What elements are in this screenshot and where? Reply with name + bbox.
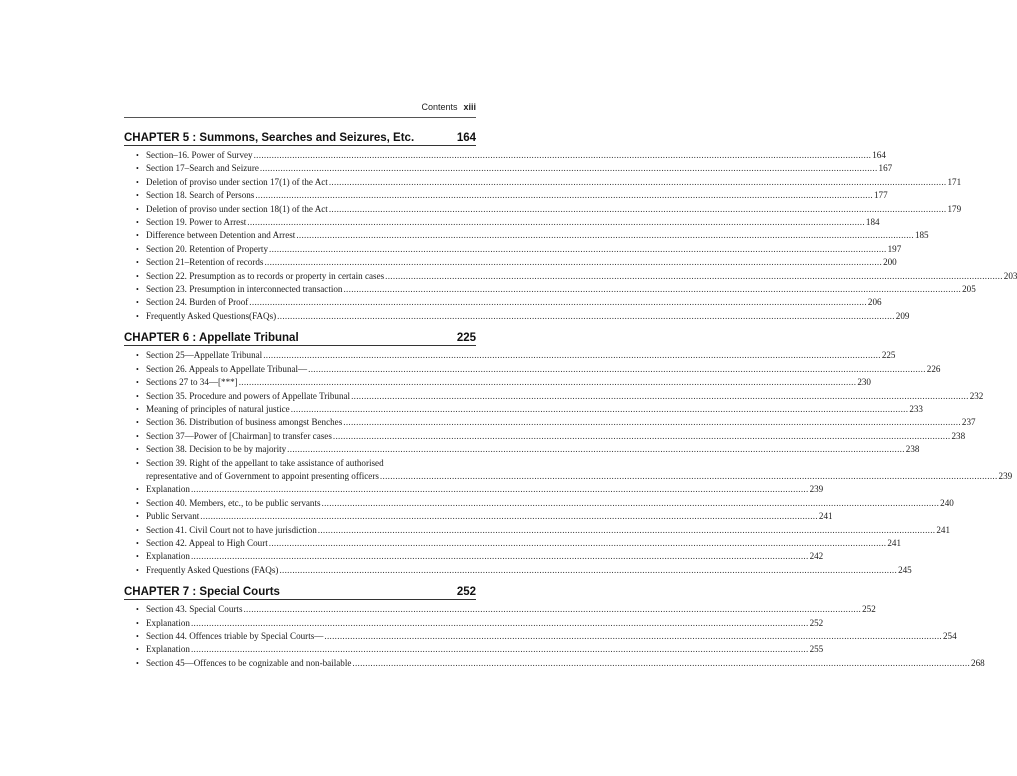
entry-page-number: 226 bbox=[926, 363, 941, 374]
bullet-icon: • bbox=[136, 418, 139, 428]
toc-entry bbox=[124, 296, 882, 309]
toc-entry bbox=[124, 483, 824, 496]
chapter-page-number: 225 bbox=[456, 332, 476, 345]
leader-dots bbox=[200, 510, 818, 523]
bullet-icon: • bbox=[136, 258, 139, 268]
header-section: Contents bbox=[421, 102, 458, 112]
leader-dots bbox=[269, 537, 887, 550]
toc-entry bbox=[124, 149, 886, 162]
chapter-entry-list bbox=[124, 603, 985, 670]
bullet-icon: • bbox=[136, 364, 139, 374]
toc-entry bbox=[124, 349, 896, 362]
entry-page-number: 200 bbox=[883, 257, 897, 268]
leader-dots bbox=[324, 630, 942, 643]
toc-entry bbox=[124, 657, 985, 670]
bullet-icon: • bbox=[136, 618, 139, 628]
entry-title: Section 39. Right of the appellant to take assistance of authorised bbox=[146, 457, 384, 468]
chapter-page-number: 252 bbox=[456, 586, 476, 599]
entry-title: Section 42. Appeal to High Court bbox=[146, 537, 268, 548]
bullet-icon: • bbox=[136, 285, 139, 295]
bullet-icon: • bbox=[136, 351, 139, 361]
toc-entry bbox=[124, 617, 824, 630]
entry-page-number: 205 bbox=[962, 284, 976, 295]
entry-page-number: 184 bbox=[865, 217, 880, 228]
chapter-title: CHAPTER 7 : Special Courts bbox=[124, 586, 280, 599]
toc-entry bbox=[124, 537, 902, 550]
entry-page-number: 255 bbox=[809, 644, 824, 655]
entry-page-number: 238 bbox=[905, 444, 920, 455]
leader-dots bbox=[291, 403, 909, 416]
entry-title: Difference between Detention and Arrest bbox=[146, 230, 296, 241]
chapter-title: CHAPTER 6 : Appellate Tribunal bbox=[124, 332, 299, 345]
chapter-title: CHAPTER 5 : Summons, Searches and Seizures, Etc. bbox=[124, 132, 415, 144]
toc-entry bbox=[124, 564, 912, 577]
entry-page-number: 242 bbox=[809, 551, 824, 562]
toc-entry bbox=[124, 416, 976, 429]
entry-page-number: 245 bbox=[898, 564, 912, 575]
leader-dots bbox=[296, 229, 914, 242]
bullet-icon: • bbox=[136, 632, 139, 641]
entry-title: Frequently Asked Questions (FAQs) bbox=[146, 564, 279, 575]
entry-page-number: 239 bbox=[809, 484, 824, 495]
leader-dots bbox=[308, 363, 926, 376]
entry-page-number: 171 bbox=[947, 176, 962, 187]
toc-entry bbox=[124, 443, 920, 456]
bullet-icon: • bbox=[136, 645, 139, 655]
entry-title: Section 22. Presumption as to records or property in certain cases bbox=[146, 270, 385, 281]
leader-dots bbox=[264, 256, 882, 269]
toc-entry bbox=[124, 430, 966, 443]
entry-title: Section 37—Power of [Chairman] to transfer cases bbox=[146, 430, 332, 441]
leader-dots bbox=[191, 550, 809, 563]
leader-dots bbox=[329, 176, 947, 189]
leader-dots bbox=[247, 216, 865, 229]
bullet-icon: • bbox=[136, 218, 139, 228]
leader-dots bbox=[249, 296, 867, 309]
toc-entry bbox=[124, 283, 976, 296]
entry-page-number: 233 bbox=[909, 403, 923, 414]
leader-dots bbox=[255, 189, 873, 202]
entry-page-number: 197 bbox=[887, 243, 902, 254]
bullet-icon: • bbox=[136, 378, 139, 388]
bullet-icon: • bbox=[136, 485, 139, 495]
entry-page-number: 203 bbox=[1003, 270, 1017, 281]
bullet-icon: • bbox=[136, 525, 139, 535]
chapter-page-number: 164 bbox=[456, 132, 476, 144]
leader-dots bbox=[191, 483, 809, 496]
entry-page-number: 206 bbox=[867, 297, 882, 308]
entry-title: Section–16. Power of Survey bbox=[146, 150, 253, 160]
bullet-icon: • bbox=[136, 498, 139, 508]
entry-title: Section 19. Power to Arrest bbox=[146, 217, 247, 228]
toc-entry bbox=[124, 524, 951, 537]
chapter-heading bbox=[124, 327, 476, 346]
toc-entry bbox=[124, 189, 888, 202]
toc-entry bbox=[124, 229, 929, 242]
bullet-icon: • bbox=[136, 244, 139, 254]
entry-title: Section 41. Civil Court not to have jurisdiction bbox=[146, 524, 317, 535]
entry-title: Section 18. Search of Persons bbox=[146, 190, 255, 201]
entry-title: Explanation bbox=[146, 551, 190, 562]
entry-page-number: 209 bbox=[895, 310, 910, 321]
toc-entry bbox=[124, 162, 893, 175]
entry-title: Section 21–Retention of records bbox=[146, 257, 264, 268]
leader-dots bbox=[243, 603, 861, 616]
leader-dots bbox=[351, 390, 969, 403]
bullet-icon: • bbox=[136, 565, 139, 575]
header-text bbox=[421, 102, 476, 112]
entry-title: Meaning of principles of natural justice bbox=[146, 403, 290, 414]
bullet-icon: • bbox=[136, 512, 139, 522]
leader-dots bbox=[385, 270, 1003, 283]
leader-dots bbox=[263, 349, 881, 362]
leader-dots bbox=[322, 497, 940, 510]
toc-entry bbox=[124, 550, 824, 563]
bullet-icon: • bbox=[136, 552, 139, 562]
chapter-entry-list bbox=[124, 149, 1017, 323]
running-header bbox=[124, 100, 476, 118]
entry-page-number: 177 bbox=[873, 190, 888, 201]
entry-page-number: 167 bbox=[878, 163, 893, 174]
entry-title: Section 44. Offences triable by Special Courts— bbox=[146, 631, 324, 641]
toc-entry bbox=[124, 256, 897, 269]
bullet-icon: • bbox=[136, 458, 139, 468]
bullet-icon: • bbox=[136, 311, 139, 321]
toc-entry bbox=[124, 630, 957, 643]
bullet-icon: • bbox=[136, 431, 139, 441]
bullet-icon: • bbox=[136, 605, 139, 615]
entry-title: Section 38. Decision to be by majority bbox=[146, 444, 287, 455]
toc-entry bbox=[124, 270, 1017, 283]
entry-page-number: 237 bbox=[961, 417, 976, 428]
bullet-icon: • bbox=[136, 538, 139, 548]
toc-entry bbox=[124, 376, 871, 389]
bullet-icon: • bbox=[136, 391, 139, 401]
entry-title: Section 36. Distribution of business amongst Benches bbox=[146, 417, 343, 428]
leader-dots bbox=[287, 443, 905, 456]
entry-title: Public Servant bbox=[146, 511, 200, 522]
entry-page-number: 179 bbox=[947, 203, 962, 214]
bullet-icon: • bbox=[136, 151, 139, 160]
leader-dots bbox=[343, 283, 961, 296]
table-of-contents bbox=[124, 127, 1017, 670]
leader-dots bbox=[318, 524, 936, 537]
chapter-heading bbox=[124, 581, 476, 600]
bullet-icon: • bbox=[136, 191, 139, 201]
leader-dots bbox=[343, 416, 961, 429]
bullet-icon: • bbox=[136, 298, 139, 308]
entry-title: Explanation bbox=[146, 644, 190, 655]
toc-entry bbox=[124, 176, 962, 189]
toc-entry bbox=[124, 243, 902, 256]
entry-page-number: 241 bbox=[887, 537, 902, 548]
leader-dots bbox=[279, 564, 897, 577]
entry-page-number: 241 bbox=[936, 524, 951, 535]
leader-dots bbox=[333, 430, 951, 443]
toc-entry bbox=[124, 310, 910, 323]
entry-page-number: 268 bbox=[971, 657, 985, 668]
entry-page-number: 239 bbox=[998, 470, 1013, 481]
leader-dots bbox=[352, 657, 970, 670]
leader-dots bbox=[329, 203, 947, 216]
bullet-icon: • bbox=[136, 271, 139, 281]
entry-page-number: 252 bbox=[809, 617, 824, 628]
toc-entry bbox=[124, 510, 833, 523]
entry-title: Deletion of proviso under section 17(1) of the Act bbox=[146, 176, 328, 187]
bullet-icon: • bbox=[136, 231, 139, 241]
toc-entry bbox=[124, 497, 954, 510]
entry-title: Section 35. Procedure and powers of Appellate Tribunal bbox=[146, 390, 351, 401]
entry-page-number: 252 bbox=[862, 604, 876, 615]
entry-title: Section 43. Special Courts bbox=[146, 604, 243, 615]
entry-title: Section 17–Search and Seizure bbox=[146, 163, 259, 174]
leader-dots bbox=[269, 243, 887, 256]
chapter-entry-list bbox=[124, 349, 1013, 577]
entry-page-number: 232 bbox=[969, 390, 984, 401]
header-page-number: xiii bbox=[463, 102, 476, 112]
entry-title: representative and of Government to appoint presenting officers bbox=[146, 470, 379, 481]
entry-page-number: 225 bbox=[881, 350, 896, 361]
toc-entry bbox=[124, 363, 941, 376]
bullet-icon: • bbox=[136, 204, 139, 214]
entry-title: Section 25—Appellate Tribunal bbox=[146, 350, 263, 361]
bullet-icon: • bbox=[136, 164, 139, 174]
leader-dots bbox=[191, 643, 809, 656]
entry-title: Section 23. Presumption in interconnected transaction bbox=[146, 284, 343, 295]
bullet-icon: • bbox=[136, 177, 139, 187]
leader-dots bbox=[380, 470, 998, 483]
leader-dots bbox=[254, 149, 872, 162]
entry-page-number: 185 bbox=[914, 230, 929, 241]
toc-entry bbox=[124, 603, 876, 616]
entry-page-number: 254 bbox=[943, 631, 957, 641]
leader-dots bbox=[191, 617, 809, 630]
leader-dots bbox=[239, 376, 857, 389]
toc-entry bbox=[124, 643, 824, 656]
entry-title: Explanation bbox=[146, 617, 190, 628]
entry-page-number: 230 bbox=[857, 377, 871, 388]
toc-entry bbox=[124, 203, 962, 216]
entry-page-number: 241 bbox=[818, 511, 833, 522]
bullet-icon: • bbox=[136, 404, 139, 414]
entry-title: Section 20. Retention of Property bbox=[146, 243, 268, 254]
entry-title: Section 45—Offences to be cognizable and non-bailable bbox=[146, 657, 352, 668]
entry-page-number: 240 bbox=[940, 497, 954, 508]
entry-title: Frequently Asked Questions(FAQs) bbox=[146, 310, 277, 321]
entry-title: Section 40. Members, etc., to be public servants bbox=[146, 497, 321, 508]
bullet-icon: • bbox=[136, 445, 139, 455]
toc-entry bbox=[124, 457, 1013, 484]
entry-title: Sections 27 to 34—[***] bbox=[146, 377, 238, 388]
entry-page-number: 164 bbox=[872, 150, 886, 160]
entry-page-number: 238 bbox=[951, 430, 966, 441]
leader-dots bbox=[277, 310, 895, 323]
entry-title: Section 26. Appeals to Appellate Tribunal— bbox=[146, 363, 308, 374]
toc-entry bbox=[124, 216, 880, 229]
entry-title: Explanation bbox=[146, 484, 190, 495]
bullet-icon: • bbox=[136, 658, 139, 668]
entry-title: Deletion of proviso under section 18(1) of the Act bbox=[146, 203, 328, 214]
toc-entry bbox=[124, 390, 984, 403]
toc-entry bbox=[124, 403, 923, 416]
entry-title: Section 24. Burden of Proof bbox=[146, 297, 249, 308]
chapter-heading bbox=[124, 127, 476, 146]
leader-dots bbox=[260, 162, 878, 175]
